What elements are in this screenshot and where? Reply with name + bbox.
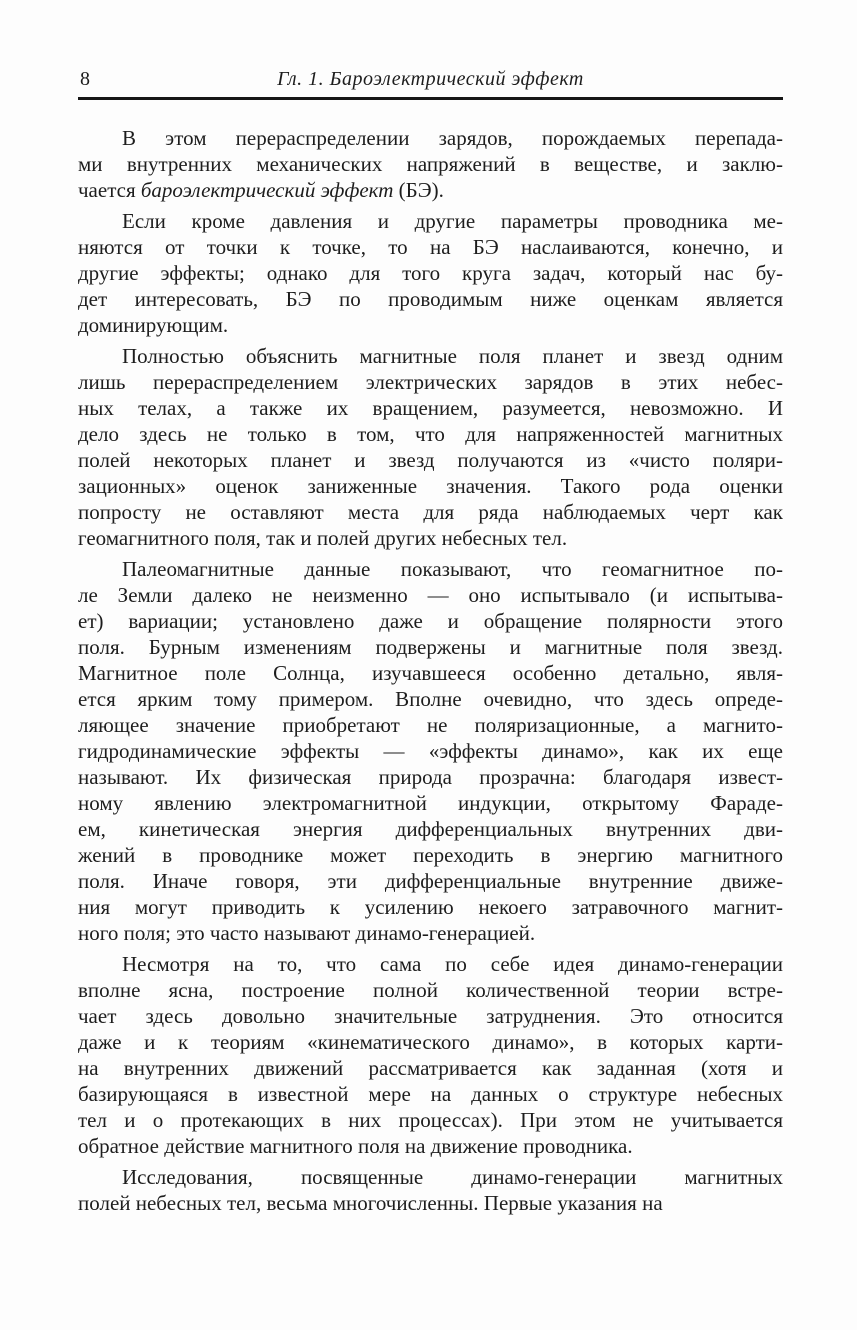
text-line (78, 499, 783, 525)
text-run: другие эффекты; однако для того круга задач, который нас бу- (78, 261, 783, 285)
text-run: вполне ясна, построение полной количественной теории встре- (78, 978, 783, 1002)
header-row (78, 67, 783, 92)
text-run: чает здесь довольно значительные затруднения. Это относится (78, 1004, 783, 1028)
text-line (78, 260, 783, 286)
text-run: Если кроме давления и другие параметры проводника ме- (122, 209, 783, 233)
text-line (78, 1164, 783, 1190)
text-line (78, 1190, 783, 1216)
text-line (78, 1055, 783, 1081)
text-run: дет интересовать, БЭ по проводимым ниже оценкам является (78, 287, 783, 311)
text-run: полей небесных тел, весьма многочисленны. Первые указания на (78, 1191, 663, 1215)
text-line (78, 660, 783, 686)
text-line (78, 1081, 783, 1107)
text-line (78, 395, 783, 421)
text-line (78, 920, 783, 946)
text-run: ем, кинетическая энергия дифференциальных внутренних дви- (78, 817, 783, 841)
text-run: Палеомагнитные данные показывают, что геомагнитное по- (122, 557, 783, 581)
text-line (78, 151, 783, 177)
text-line (78, 608, 783, 634)
text-line (78, 177, 783, 203)
text-run: (БЭ). (393, 178, 444, 202)
text-run: ляющее значение приобретают не поляризационные, а магнито- (78, 713, 783, 737)
text-line (78, 447, 783, 473)
text-run: геомагнитного поля, так и полей других небесных тел. (78, 526, 568, 550)
text-line (78, 286, 783, 312)
text-line (78, 868, 783, 894)
text-line (78, 686, 783, 712)
text-run: Исследования, посвященные динамо-генерации магнитных (122, 1165, 783, 1189)
text-run: ного поля; это часто называют динамо-генерацией. (78, 921, 536, 945)
text-run: Полностью объяснить магнитные поля планет и звезд одним (122, 344, 783, 368)
text-line (78, 1133, 783, 1159)
text-line (78, 473, 783, 499)
paragraph (78, 556, 783, 946)
text-run: поля. Бурным изменениям подвержены и магнитные поля звезд. (78, 635, 783, 659)
running-head: Гл. 1. Бароэлектрический эффект (277, 68, 584, 90)
text-line (78, 125, 783, 151)
text-line (78, 712, 783, 738)
text-run: Несмотря на то, что сама по себе идея динамо-генерации (122, 952, 783, 976)
text-line (78, 421, 783, 447)
header-rule (78, 97, 783, 100)
text-line (78, 208, 783, 234)
text-run: на внутренних движений рассматривается как заданная (хотя и (78, 1056, 783, 1080)
text-run: В этом перераспределении зарядов, порождаемых перепада- (122, 126, 783, 150)
paragraph (78, 951, 783, 1159)
paragraph (78, 208, 783, 338)
text-line (78, 842, 783, 868)
text-run: ет) вариации; установлено даже и обращение полярности этого (78, 609, 783, 633)
text-run: поля. Иначе говоря, эти дифференциальные внутренние движе- (78, 869, 783, 893)
text-line (78, 234, 783, 260)
page-header (78, 0, 783, 100)
text-line (78, 951, 783, 977)
text-run: базирующаяся в известной мере на данных о структуре небесных (78, 1082, 783, 1106)
text-run: жений в проводнике может переходить в энергию магнитного (78, 843, 783, 867)
text-run: гидродинамические эффекты — «эффекты динамо», как их еще (78, 739, 783, 763)
text-run: попросту не оставляют места для ряда наблюдаемых черт как (78, 500, 783, 524)
text-run: дело здесь не только в том, что для напряженностей магнитных (78, 422, 783, 446)
text-run: чается (78, 178, 141, 202)
text-run: Магнитное поле Солнца, изучавшееся особенно детально, явля- (78, 661, 783, 685)
text-line (78, 582, 783, 608)
paragraph (78, 343, 783, 551)
text-run: лишь перераспределением электрических зарядов в этих небес- (78, 370, 783, 394)
text-run: ния могут приводить к усилению некоего затравочного магнит- (78, 895, 783, 919)
text-line (78, 369, 783, 395)
text-run: ных телах, а также их вращением, разумеется, невозможно. И (78, 396, 783, 420)
text-line (78, 525, 783, 551)
text-line (78, 1107, 783, 1133)
text-line (78, 764, 783, 790)
text-run: зационных» оценок заниженные значения. Такого рода оценки (78, 474, 783, 498)
text-run: тел и о протекающих в них процессах). При этом не учитывается (78, 1108, 783, 1132)
text-run: называют. Их физическая природа прозрачна: благодаря извест- (78, 765, 783, 789)
text-line (78, 738, 783, 764)
text-line (78, 634, 783, 660)
text-run: ми внутренних механических напряжений в веществе, и заклю- (78, 152, 783, 176)
text-run: даже и к теориям «кинематического динамо», в которых карти- (78, 1030, 783, 1054)
text-run: обратное действие магнитного поля на движение проводника. (78, 1134, 633, 1158)
paragraph (78, 1164, 783, 1216)
text-run: ле Земли далеко не неизменно — оно испытывало (и испытыва- (78, 583, 783, 607)
text-line (78, 343, 783, 369)
text-run: полей некоторых планет и звезд получаются из «чисто поляри- (78, 448, 783, 472)
text-line (78, 977, 783, 1003)
text-line (78, 1029, 783, 1055)
body-paragraphs (78, 125, 783, 1216)
text-line (78, 556, 783, 582)
text-line (78, 816, 783, 842)
text-line (78, 790, 783, 816)
paragraph (78, 125, 783, 203)
text-line (78, 312, 783, 338)
text-line (78, 1003, 783, 1029)
text-line (78, 894, 783, 920)
text-run: няются от точки к точке, то на БЭ наслаиваются, конечно, и (78, 235, 783, 259)
page-number: 8 (80, 68, 90, 90)
text-run: ется ярким тому примером. Вполне очевидно, что здесь опреде- (78, 687, 783, 711)
text-run: ному явлению электромагнитной индукции, открытому Фараде- (78, 791, 783, 815)
text-run: доминирующим. (78, 313, 229, 337)
italic-term: бароэлектрический эффект (140, 178, 394, 202)
